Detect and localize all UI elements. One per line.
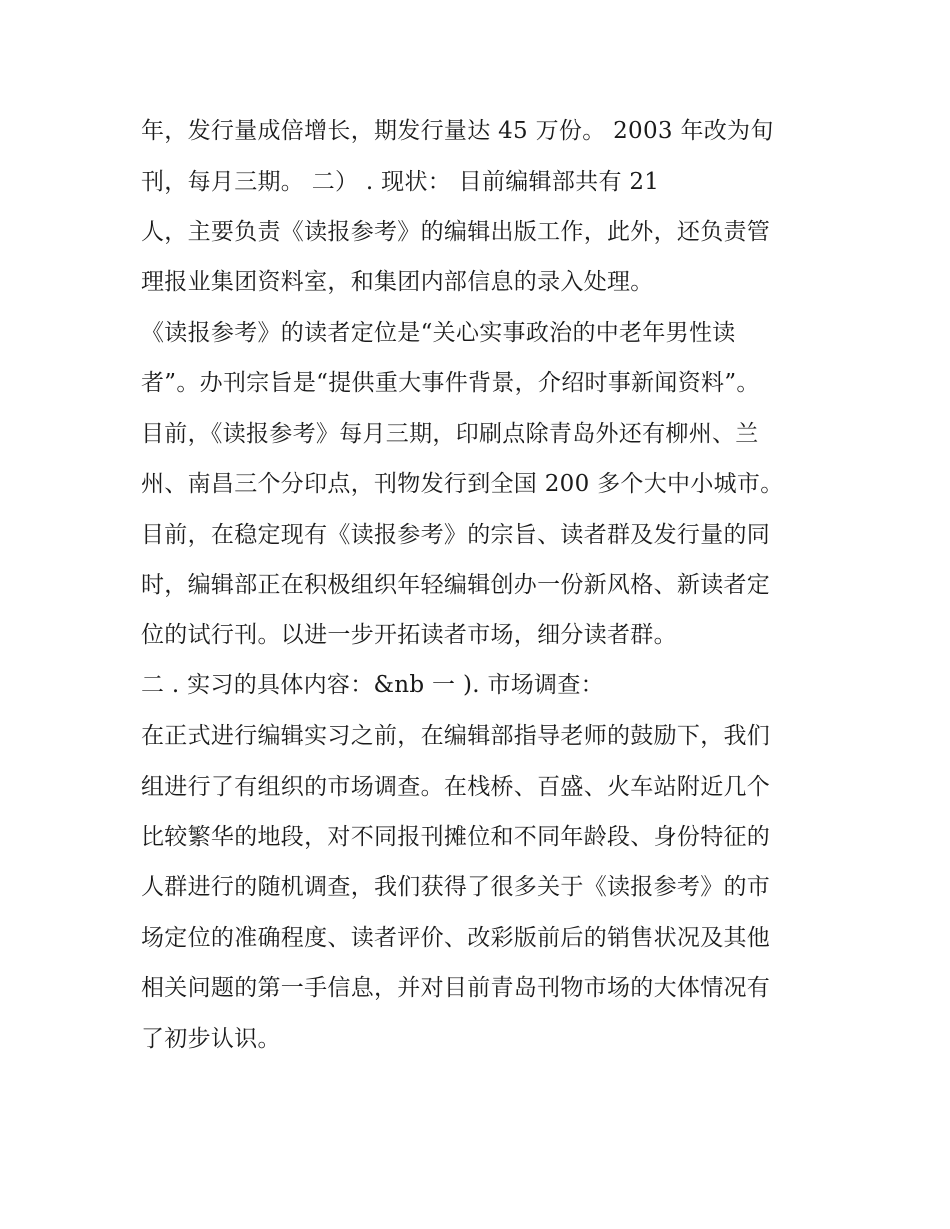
text-line-11: 位的试行刊。以进一步开拓读者市场，细分读者群。 (141, 622, 677, 648)
text-line-2: 刊，每月三期。 二） . 现状： 目前编辑部共有 21 (141, 169, 660, 195)
text-line-17: 场定位的准确程度、读者评价、改彩版前后的销售状况及其他 (141, 925, 771, 951)
text-line-5: 《读报参考》的读者定位是“关心实事政治的中老年男性读 (141, 320, 736, 346)
text-line-19: 了初步认识。 (141, 1026, 281, 1052)
text-line-15: 比较繁华的地段，对不同报刊摊位和不同年龄段、身份特征的 (141, 824, 771, 850)
text-line-16: 人群进行的随机调查，我们获得了很多关于《读报参考》的市 (141, 874, 771, 900)
text-line-14: 组进行了有组织的市场调查。在栈桥、百盛、火车站附近几个 (141, 774, 771, 800)
text-line-8: 州、南昌三个分印点，刊物发行到全国 200 多个大中小城市。 (141, 471, 784, 497)
text-line-10: 时，编辑部正在积极组织年轻编辑创办一份新风格、新读者定 (141, 572, 771, 598)
text-line-4: 理报业集团资料室，和集团内部信息的录入处理。 (141, 269, 654, 295)
section-heading: 二 . 实习的具体内容：&nb 一 ). 市场调查： (141, 672, 604, 698)
text-line-13: 在正式进行编辑实习之前，在编辑部指导老师的鼓励下，我们 (141, 723, 771, 749)
text-line-6: 者”。办刊宗旨是“提供重大事件背景，介绍时事新闻资料”。 (141, 370, 760, 396)
text-line-1: 年，发行量成倍增长，期发行量达 45 万份。 2003 年改为旬 (141, 118, 774, 144)
text-line-18: 相关问题的第一手信息，并对目前青岛刊物市场的大体情况有 (141, 975, 771, 1001)
text-line-3: 人，主要负责《读报参考》的编辑出版工作，此外，还负责管 (141, 219, 771, 245)
text-line-7: 目前，《读报参考》每月三期，印刷点除青岛外还有柳州、兰 (141, 421, 759, 447)
text-line-9: 目前，在稳定现有《读报参考》的宗旨、读者群及发行量的同 (141, 522, 771, 548)
